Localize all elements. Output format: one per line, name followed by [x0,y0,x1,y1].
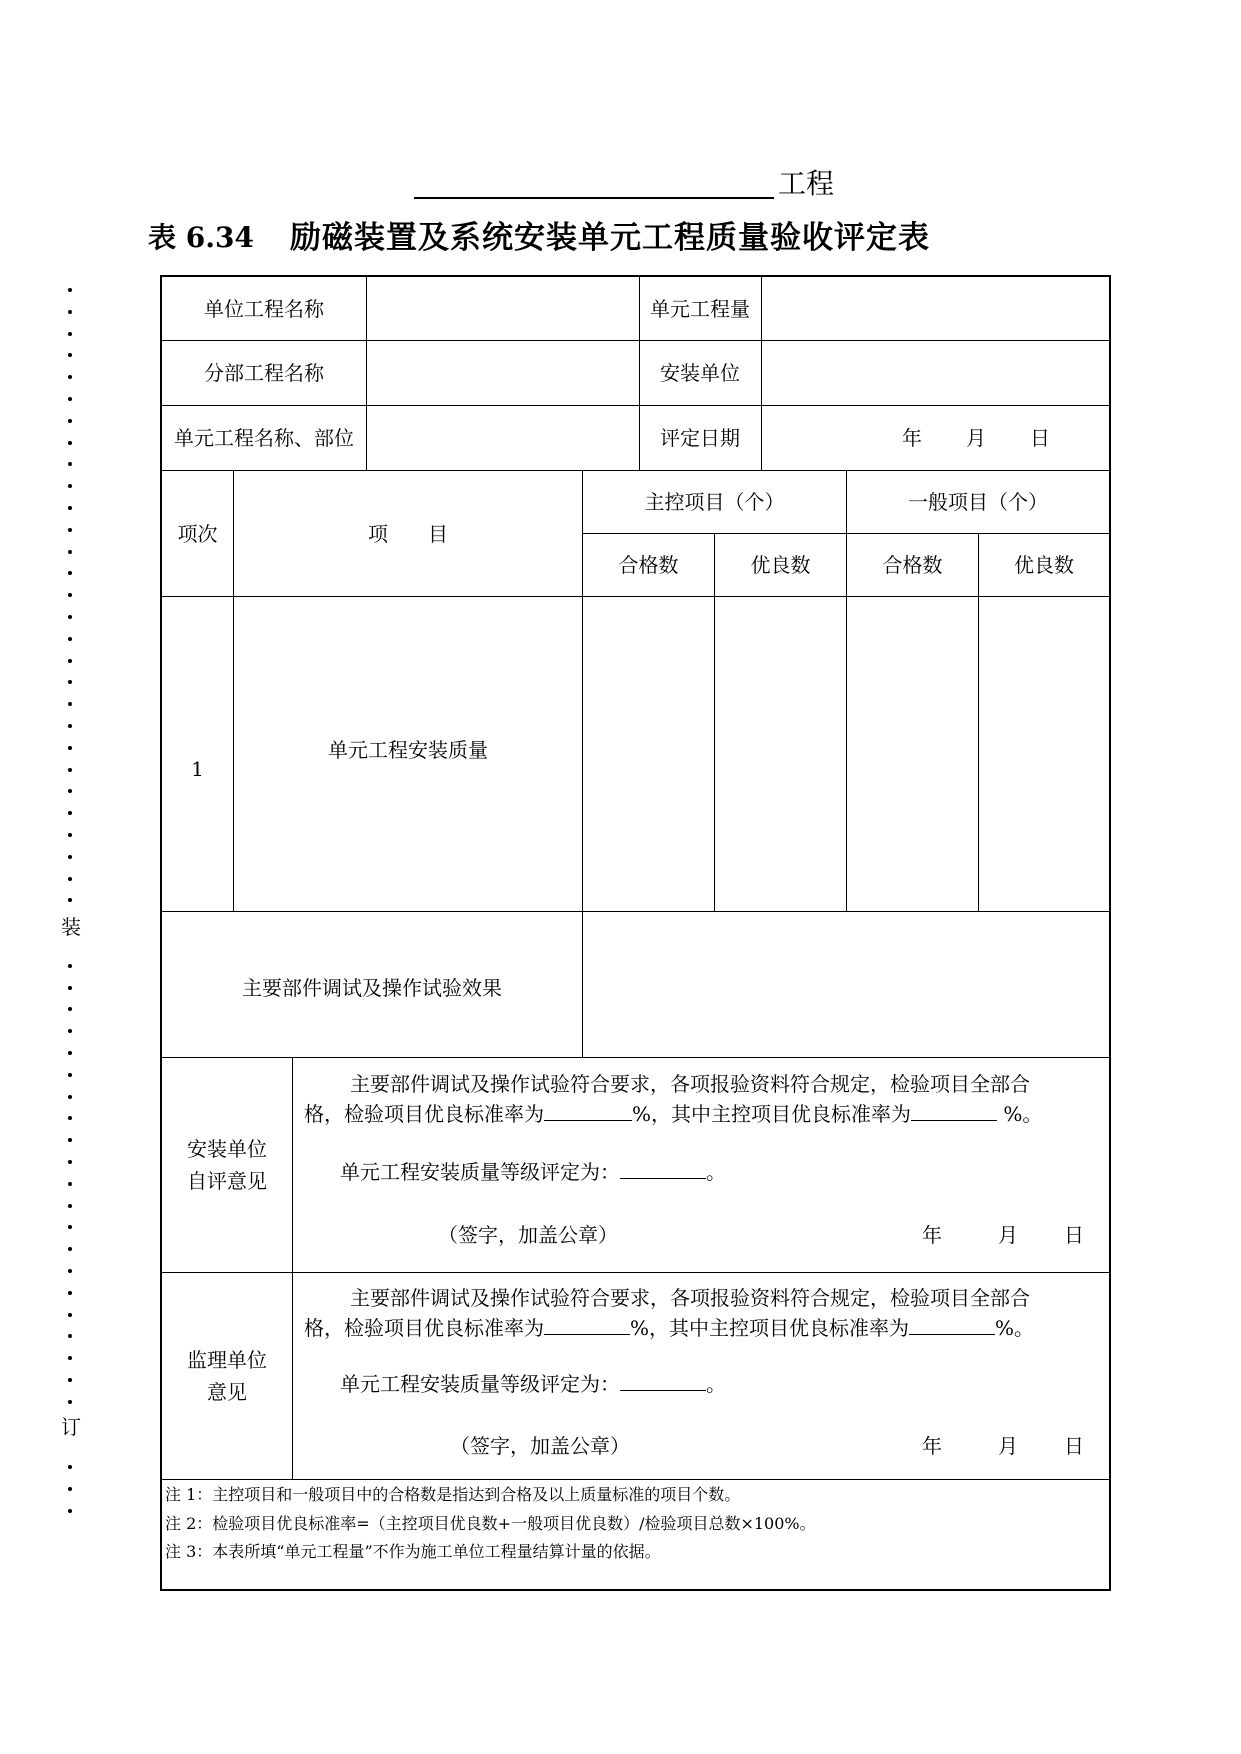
binding-char-1: 装 [61,915,81,939]
general-items-header: 一般项目（个） [908,490,1048,514]
main-qualified-header: 合格数 [618,553,679,577]
table-number: 表 6.34 [148,221,254,254]
install-opinion-label-line2: 自评意见 [187,1169,267,1193]
margin-dot [68,1247,72,1251]
install-unit-label: 安装单位 [660,361,740,385]
margin-dot [68,1509,72,1513]
supervision-grade-line [340,1368,726,1400]
margin-dot [68,1116,72,1120]
supervision-percent-end: %。 [995,1316,1035,1340]
install-opinion-label [162,1058,292,1272]
margin-dot [68,441,72,445]
supervision-excellent-rate-blank[interactable] [544,1312,630,1335]
margin-dot [68,484,72,488]
margin-dot [68,550,72,554]
evaluation-form-table [160,275,1111,1591]
margin-dot [68,659,72,663]
install-date [922,1220,1084,1251]
margin-dot [68,1291,72,1295]
install-opinion-label-line1: 安装单位 [187,1137,267,1161]
margin-dot [68,353,72,357]
margin-dot [68,986,72,990]
seq-header: 项次 [177,521,218,546]
margin-dot [68,593,72,597]
install-main-excellent-rate-blank[interactable] [911,1098,997,1121]
install-date-day: 日 [1064,1223,1084,1247]
supervision-main-rate-label: %，其中主控项目优良标准率为 [630,1316,910,1340]
margin-dot [68,1225,72,1229]
project-suffix: 工程 [778,167,835,200]
main-excellent-field[interactable] [715,597,846,911]
margin-dot [68,746,72,750]
margin-dot [68,1204,72,1208]
install-percent-end: %。 [997,1102,1043,1126]
unit-work-quantity-label: 单元工程量 [650,296,750,321]
unit-work-quantity-field[interactable] [762,277,1109,340]
unit-work-name-field[interactable] [367,406,639,470]
install-date-year: 年 [922,1223,942,1247]
margin-dot [68,1160,72,1164]
margin-dot [68,1378,72,1382]
install-grade-end: 。 [706,1160,726,1184]
margin-dot [68,1269,72,1273]
margin-dot [68,1029,72,1033]
margin-dot [68,1334,72,1338]
margin-dot [68,680,72,684]
margin-dot [68,1095,72,1099]
supervision-opinion-text2 [304,1312,1034,1344]
division-project-name-field[interactable] [367,341,639,405]
margin-dot [68,1182,72,1186]
margin-dot [68,768,72,772]
margin-dot [68,877,72,881]
supervision-date-year: 年 [922,1434,942,1458]
item-seq: 1 [191,757,204,781]
install-opinion-text2 [304,1098,1042,1130]
row-divider [162,1057,1109,1058]
margin-dot [68,1400,72,1404]
binding-char-2: 订 [61,1415,81,1439]
note-3: 注 3：本表所填“单元工程量”不作为施工单位工程量结算计量的依据。 [165,1542,661,1561]
install-main-rate-label: %，其中主控项目优良标准率为 [632,1102,912,1126]
binding-margin [61,288,81,1528]
margin-dot [68,1356,72,1360]
supervision-grade-label: 单元工程安装质量等级评定为： [340,1372,620,1396]
general-excellent-field[interactable] [979,597,1109,911]
date-day: 日 [1030,426,1050,450]
margin-dot [68,375,72,379]
margin-dot [68,789,72,793]
margin-dot [68,833,72,837]
margin-dot [68,506,72,510]
supervision-date-month: 月 [998,1434,1018,1458]
unit-project-name-field[interactable] [367,277,639,340]
division-project-name-label: 分部工程名称 [204,361,324,385]
margin-dot [68,1465,72,1469]
margin-dot [68,528,72,532]
supervision-main-excellent-rate-blank[interactable] [909,1312,995,1335]
date-month: 月 [966,426,986,450]
margin-dot [68,397,72,401]
row-divider [162,1479,1109,1480]
margin-dot [68,1007,72,1011]
eval-date-field[interactable] [762,406,1109,470]
install-grade-label: 单元工程安装质量等级评定为： [340,1160,620,1184]
margin-dot [68,288,72,292]
margin-dot [68,724,72,728]
install-unit-field[interactable] [762,341,1109,405]
supervision-opinion-text1: 主要部件调试及操作试验符合要求，各项报验资料符合规定，检验项目全部合 [350,1286,1030,1310]
install-grade-line [340,1156,726,1188]
unit-work-name-label: 单元工程名称、部位 [174,426,354,450]
item-name: 单元工程安装质量 [328,738,488,762]
margin-dot [68,1051,72,1055]
margin-dot [68,964,72,968]
supervision-rate-label: 格，检验项目优良标准率为 [304,1316,544,1340]
supervision-sign: （签字，加盖公章） [450,1434,630,1458]
install-opinion-text1: 主要部件调试及操作试验符合要求，各项报验资料符合规定，检验项目全部合 [350,1072,1030,1096]
install-grade-blank[interactable] [620,1156,706,1179]
margin-dot [68,1073,72,1077]
supervision-opinion-label-line2: 意见 [207,1380,247,1404]
install-excellent-rate-blank[interactable] [544,1098,632,1121]
supervision-grade-blank[interactable] [620,1368,706,1391]
test-effect-label: 主要部件调试及操作试验效果 [242,975,502,1000]
row-divider [162,1272,1109,1273]
page-title: 励磁装置及系统安装单元工程质量验收评定表 [290,220,930,256]
margin-dot [68,811,72,815]
main-items-header: 主控项目（个） [644,490,785,514]
margin-dot [68,419,72,423]
margin-dot [68,571,72,575]
margin-dot [68,637,72,641]
margin-dot [68,702,72,706]
main-qualified-field[interactable] [583,597,714,911]
margin-dot [68,462,72,466]
supervision-opinion-label [162,1273,292,1479]
general-excellent-header: 优良数 [1014,553,1074,577]
general-qualified-header: 合格数 [882,553,943,577]
margin-dot [68,310,72,314]
item-header: 项 目 [368,521,448,546]
install-sign: （签字，加盖公章） [438,1223,618,1247]
supervision-date [922,1431,1084,1462]
install-rate-label: 格，检验项目优良标准率为 [304,1102,544,1126]
main-excellent-header: 优良数 [750,553,811,577]
supervision-grade-end: 。 [706,1372,726,1396]
eval-date-label: 评定日期 [660,426,740,450]
supervision-date-day: 日 [1064,1434,1084,1458]
margin-dot [68,898,72,902]
note-2: 注 2：检验项目优良标准率=（主控项目优良数+一般项目优良数）/检验项目总数×100%。 [165,1514,816,1533]
general-qualified-field[interactable] [847,597,978,911]
margin-dot [68,855,72,859]
margin-dot [68,1313,72,1317]
project-name-blank-line [414,197,774,199]
margin-dot [68,332,72,336]
margin-dot [68,1138,72,1142]
margin-dot [68,615,72,619]
install-date-month: 月 [998,1223,1018,1247]
test-effect-field[interactable] [583,912,1109,1057]
margin-dot [68,1487,72,1491]
note-1: 注 1：主控项目和一般项目中的合格数是指达到合格及以上质量标准的项目个数。 [165,1485,741,1504]
col-divider [292,1057,293,1479]
unit-project-name-label: 单位工程名称 [204,296,324,321]
supervision-opinion-label-line1: 监理单位 [187,1348,267,1372]
date-year: 年 [902,426,922,450]
